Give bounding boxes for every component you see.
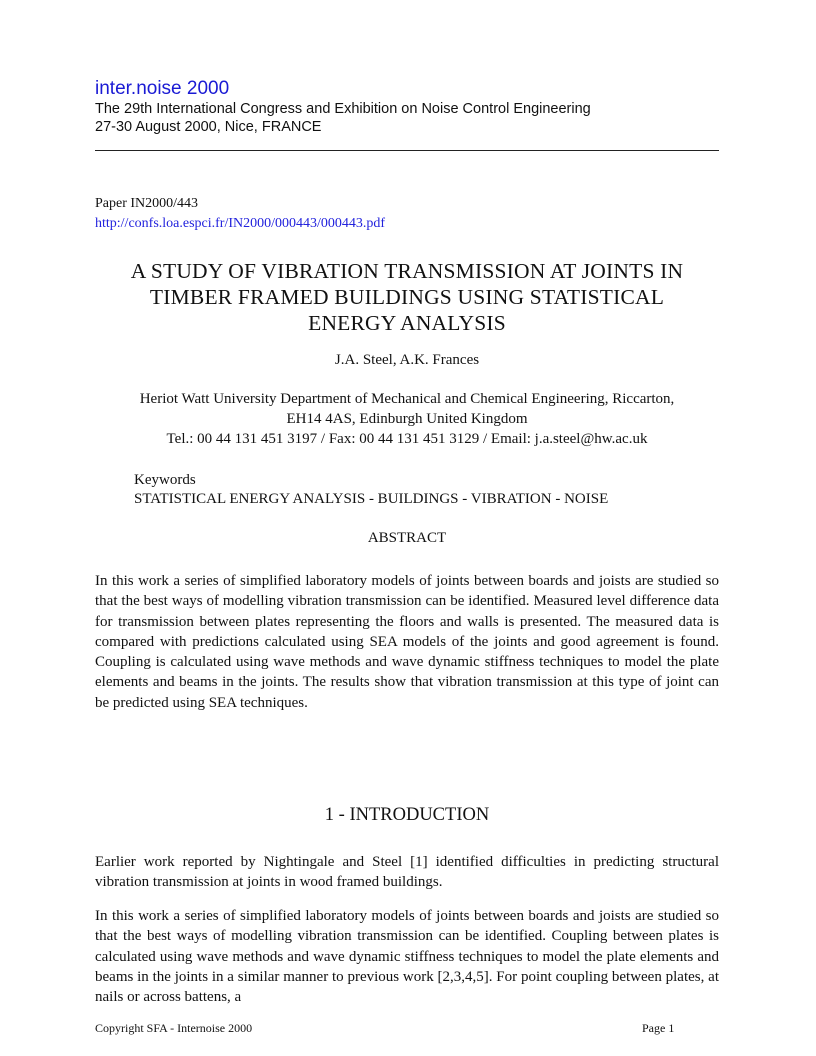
congress-line: The 29th International Congress and Exhibition on Noise Control Engineering [95,101,591,117]
contact-line: Tel.: 00 44 131 451 3197 / Fax: 00 44 131 451 3129 / Email: j.a.steel@hw.ac.uk [166,431,648,447]
section-heading-introduction: 1 - INTRODUCTION [324,805,490,825]
footer-page-number: Page 1 [642,1021,675,1035]
keywords-label: Keywords [134,472,196,488]
paper-title [95,258,719,336]
abstract-heading: ABSTRACT [367,530,447,546]
affiliation [95,389,719,449]
conference-name: inter.noise 2000 [95,78,230,99]
keywords-list: STATISTICAL ENERGY ANALYSIS - BUILDINGS - VIBRATION - NOISE [134,491,609,507]
conference-header [95,78,719,136]
paper-id: Paper IN2000/443 [95,196,199,211]
intro-paragraph-2: In this work a series of simplified laboratory models of joints between boards and joists are studied so that the best ways of modelling vibration transmission can be identified. Coupling between plates is calculated using wave methods and wave dynamic stiffness techniques to model the plate elements and beams in the joints in a similar manner to previous work [2,3,4,5]. For point coupling between plates, at nails or across battens, a [95,908,719,1006]
affiliation-line: EH14 4AS, Edinburgh United Kingdom [286,411,528,427]
title-line: A STUDY OF VIBRATION TRANSMISSION AT JOINTS IN [130,259,684,283]
footer-copyright: Copyright SFA - Internoise 2000 [95,1021,253,1035]
abstract-text: In this work a series of simplified laboratory models of joints between boards and joists are studied so that the best ways of modelling vibration transmission can be identified. Measured level difference data for transmission between plates representing the floors and walls is presented. The measured data is compared with predictions calculated using SEA models of the joints and good agreement is found. Coupling is calculated using wave methods and wave dynamic stiffness techniques to model the plate elements and beams in the joints. The results show that vibration transmission at this type of joint can be predicted using SEA techniques. [95,573,719,711]
title-line: TIMBER FRAMED BUILDINGS USING STATISTICAL [149,285,665,309]
paper-url-link[interactable]: http://confs.loa.espci.fr/IN2000/000443/000443.pdf [95,216,386,231]
header-divider [95,150,719,151]
conference-date-place: 27-30 August 2000, Nice, FRANCE [95,119,322,135]
authors: J.A. Steel, A.K. Frances [334,352,480,368]
title-line: ENERGY ANALYSIS [308,311,506,335]
paper-page [95,0,719,1056]
intro-paragraph-1: Earlier work reported by Nightingale and Steel [1] identified difficulties in predicting structural vibration transmission at joints in wood framed buildings. [95,854,719,891]
affiliation-line: Heriot Watt University Department of Mechanical and Chemical Engineering, Riccarton, [139,391,675,407]
